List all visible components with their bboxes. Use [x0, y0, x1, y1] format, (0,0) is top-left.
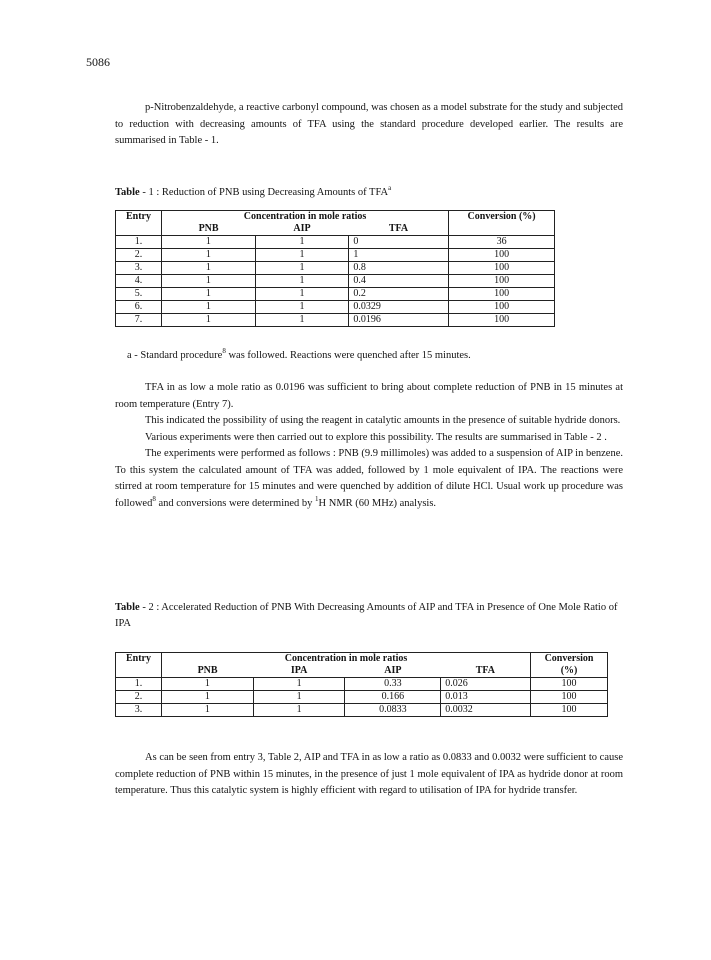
table2-sub-conv: (%) — [531, 665, 608, 678]
table2-cell-ipa: 1 — [253, 691, 345, 704]
table1-sub-aip: AIP — [255, 223, 349, 236]
table1-cell-aip: 1 — [255, 262, 349, 275]
table2-cell-tfa: 0.026 — [441, 678, 531, 691]
table1-cell-entry: 2. — [116, 249, 162, 262]
table1-cell-tfa: 0.0329 — [349, 301, 449, 314]
final-paragraph — [115, 750, 623, 800]
table1-cell-tfa: 1 — [349, 249, 449, 262]
table1-cell-aip: 1 — [255, 288, 349, 301]
table1-cell-tfa: 0.2 — [349, 288, 449, 301]
paragraph-5-text-a: The experiments were performed as follows : PNB (9.9 millimoles) was added to a suspension of AIP in benzene. To this system the calculated amount of TFA was added, followed by 1 mole equivalent of IPA. The reactions were stirred at room temperature for 15 minutes and were quenched by addition of dilute HCl. Usual work up procedure was followed — [115, 448, 623, 509]
table2-caption-label: Table — [115, 602, 140, 613]
table-row — [116, 314, 555, 327]
table2-cell-entry: 2. — [116, 691, 162, 704]
table1-cell-entry: 4. — [116, 275, 162, 288]
table-row — [116, 704, 608, 717]
paragraph-5-sup2: 1 — [315, 494, 319, 503]
table1-cell-entry: 3. — [116, 262, 162, 275]
table2-caption — [115, 600, 623, 632]
table2-header-entry: Entry — [116, 653, 162, 666]
paragraph-5-text-c: H NMR (60 MHz) analysis. — [318, 497, 437, 509]
table1-cell-conv: 100 — [449, 275, 555, 288]
table1-footnote-text-a: a - Standard procedure — [127, 350, 223, 361]
table2-cell-pnb: 1 — [161, 691, 253, 704]
table2-cell-pnb: 1 — [161, 678, 253, 691]
paragraph-5 — [115, 446, 623, 512]
table1-cell-aip: 1 — [255, 301, 349, 314]
table1-footnote-text-b: was followed. Reactions were quenched after 15 minutes. — [225, 350, 471, 361]
table1-cell-conv: 100 — [449, 301, 555, 314]
table2-cell-aip: 0.33 — [345, 678, 441, 691]
table2-cell-ipa: 1 — [253, 678, 345, 691]
table-row — [116, 275, 555, 288]
paragraph-3: This indicated the possibility of using the reagent in catalytic amounts in the presence of suitable hydride donors. — [145, 415, 621, 426]
paragraph-5-sup1: 8 — [152, 494, 156, 503]
table1-cell-entry: 1. — [116, 236, 162, 249]
table1-cell-tfa: 0.8 — [349, 262, 449, 275]
table1-cell-conv: 100 — [449, 262, 555, 275]
table-row — [116, 236, 555, 249]
table2-caption-text: - 2 : Accelerated Reduction of PNB With Decreasing Amounts of AIP and TFA in Presence of One Mole Ratio of IPA — [115, 602, 618, 629]
table-row — [116, 288, 555, 301]
table2-cell-tfa: 0.013 — [441, 691, 531, 704]
table2-header-entry-blank — [116, 665, 162, 678]
table1-cell-conv: 100 — [449, 314, 555, 327]
paragraph-2: TFA in as low a mole ratio as 0.0196 was sufficient to bring about complete reduction of PNB in 15 minutes at room temperature (Entry 7). — [115, 382, 623, 410]
table2-cell-tfa: 0.0032 — [441, 704, 531, 717]
table2-cell-conv: 100 — [531, 704, 608, 717]
table1-caption-label: Table — [115, 187, 140, 198]
table1-cell-pnb: 1 — [161, 301, 255, 314]
table1-cell-aip: 1 — [255, 314, 349, 327]
table1-cell-entry: 7. — [116, 314, 162, 327]
table1-header-conversion: Conversion (%) — [449, 211, 555, 224]
table1-cell-pnb: 1 — [161, 249, 255, 262]
table2-cell-pnb: 1 — [161, 704, 253, 717]
table2-sub-tfa: TFA — [441, 665, 531, 678]
table1-cell-aip: 1 — [255, 236, 349, 249]
table-row — [116, 678, 608, 691]
table2-cell-aip: 0.166 — [345, 691, 441, 704]
table1-cell-aip: 1 — [255, 249, 349, 262]
table1-caption — [115, 185, 391, 201]
table1-cell-pnb: 1 — [161, 236, 255, 249]
table2-sub-pnb: PNB — [161, 665, 253, 678]
table1-sub-tfa: TFA — [349, 223, 449, 236]
table2-sub-ipa: IPA — [253, 665, 345, 678]
table1-cell-pnb: 1 — [161, 275, 255, 288]
table1-cell-entry: 6. — [116, 301, 162, 314]
final-text: As can be seen from entry 3, Table 2, AIP and TFA in as low a ratio as 0.0833 and 0.0032 were sufficient to cause complete reduction of PNB within 15 minutes, in the presence of just 1 mole equivalent of IPA as hydride donor at room temperature. Thus this catalytic system is highly efficient with regard to utilisation of IPA for hydride transfer. — [115, 752, 623, 796]
table2-cell-conv: 100 — [531, 691, 608, 704]
table1-caption-text: - 1 : Reduction of PNB using Decreasing Amounts of TFA — [139, 187, 389, 198]
table1-header-entry: Entry — [116, 211, 162, 224]
table1-cell-tfa: 0.0196 — [349, 314, 449, 327]
table2-header-conversion: Conversion — [531, 653, 608, 666]
table2-header-group: Concentration in mole ratios — [161, 653, 530, 666]
table1-header-conversion-blank — [449, 223, 555, 236]
page-number: 5086 — [86, 55, 110, 69]
table1-cell-pnb: 1 — [161, 288, 255, 301]
table-row — [116, 249, 555, 262]
table2 — [115, 652, 608, 717]
paragraph-5-text-b: and conversions were determined by — [155, 497, 316, 509]
table1-sub-pnb: PNB — [161, 223, 255, 236]
table1-cell-conv: 100 — [449, 249, 555, 262]
table2-cell-entry: 1. — [116, 678, 162, 691]
table1-header-group: Concentration in mole ratios — [161, 211, 448, 224]
table1-cell-pnb: 1 — [161, 262, 255, 275]
table1-footnote-sup: 8 — [222, 347, 226, 355]
table-row — [116, 691, 608, 704]
table-row — [116, 262, 555, 275]
table1 — [115, 210, 555, 327]
table2-cell-aip: 0.0833 — [345, 704, 441, 717]
table1-footnote — [127, 348, 471, 364]
table1-cell-pnb: 1 — [161, 314, 255, 327]
table-row — [116, 301, 555, 314]
table2-cell-conv: 100 — [531, 678, 608, 691]
table1-cell-entry: 5. — [116, 288, 162, 301]
table1-cell-tfa: 0.4 — [349, 275, 449, 288]
table2-cell-ipa: 1 — [253, 704, 345, 717]
table1-caption-sup: a — [388, 184, 392, 192]
intro-paragraph — [115, 100, 623, 150]
body-paragraphs — [115, 380, 623, 512]
table1-header-entry-blank — [116, 223, 162, 236]
table1-cell-tfa: 0 — [349, 236, 449, 249]
table1-cell-conv: 100 — [449, 288, 555, 301]
table1-cell-conv: 36 — [449, 236, 555, 249]
paragraph-4: Various experiments were then carried out to explore this possibility. The results are summarised in Table - 2 . — [145, 431, 607, 443]
intro-text: p-Nitrobenzaldehyde, a reactive carbonyl compound, was chosen as a model substrate for the study and subjected to reduction with decreasing amounts of TFA using the standard procedure developed earlier. The results are summarised in Table - 1. — [115, 102, 623, 146]
table1-cell-aip: 1 — [255, 275, 349, 288]
table2-cell-entry: 3. — [116, 704, 162, 717]
table2-sub-aip: AIP — [345, 665, 441, 678]
